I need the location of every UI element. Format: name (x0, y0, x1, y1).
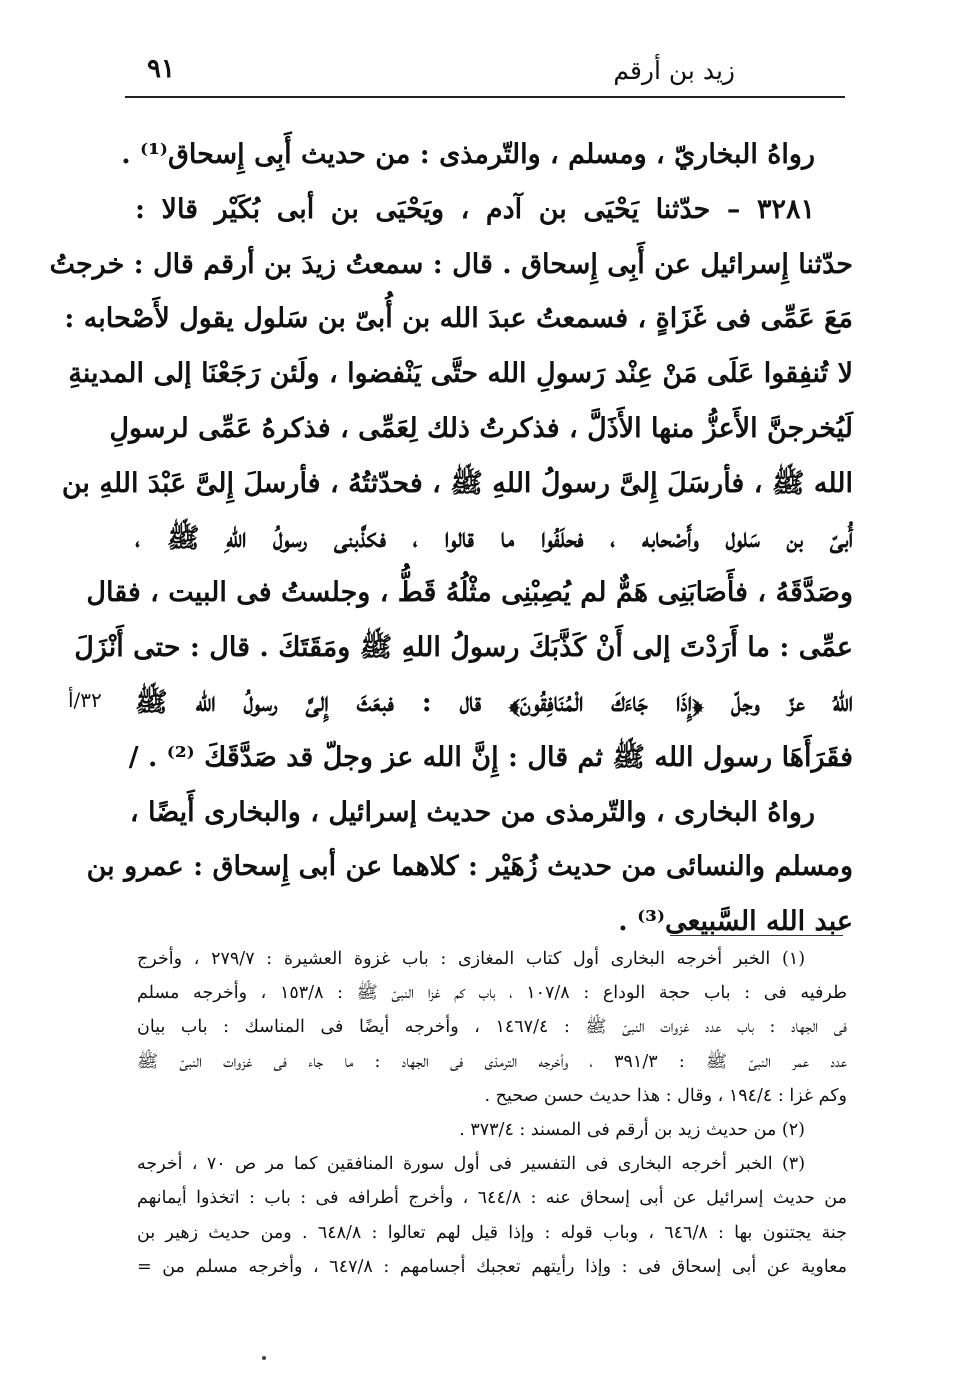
footnote-line: فى الجهاد : باب عدد غزوات النبىّ ﷺ : ١٤٦٧/٤ ، وأخرجه أيضًا فى المناسك : باب بيان (137, 1017, 848, 1038)
footnote-line: طرفيه فى : باب حجة الوداع : ١٠٧/٨ ، باب كم غزا النبىّ ﷺ : ١٥٣/٨ ، وأخرجه مسلم (137, 983, 847, 1004)
main-line: وصَدَّقَهُ ، فأَصَابَنِى هَمٌّ لم يُصِبْنِى مثْلُهُ قَطُّ ، وجلستُ فى البيت ، فقال (86, 577, 853, 609)
footnote-rule (670, 935, 843, 936)
header-rule (125, 96, 845, 98)
folio-margin-note: ٣٢/أ (68, 688, 102, 712)
main-line: مَعَ عَمِّى فى غَزَاةٍ ، فسمعتُ عبدَ الله بن أُبىّ بن سَلول يقول لأَصْحابه : (64, 303, 853, 335)
footnote-line: عدد عمر النبىّ ﷺ : ٣٩١/٣ ، وأخرجه الترمذى فى الجهاد : ما جاء فى غزوات النبىّ ﷺ (137, 1051, 847, 1072)
footnote-line: من حديث إسرائيل عن أبى إسحاق عنه : ٦٤٤/٨ ، وأخرج أطرافه فى : باب : اتخذوا أيمانهم (137, 1188, 847, 1209)
scan-speck (262, 1356, 266, 1360)
footnotes (137, 942, 847, 1284)
footnote-line: وكم غزا : ١٩٤/٤ ، وقال : هذا حديث حسن صحيح . (484, 1085, 847, 1106)
footnote-line: جنة يجتنون بها : ٦٤٦/٨ ، وباب قوله : وإذا قيل لهم تعالوا : ٦٤٨/٨ . ومن حديث زهير بن (137, 1222, 847, 1243)
footnote-line: معاوية عن أبى إسحاق فى : وإذا رأيتهم تعجبك أجسامهم : ٦٤٧/٨ ، وأخرجه مسلم من = (137, 1256, 847, 1277)
main-line: رواهُ البخارى ، والتّرمذى من حديث إسرائيل ، والبخارى أَيضًا ، (129, 796, 815, 828)
running-header (125, 52, 845, 96)
main-line: اللهُ عزّ وجلّ ﴿إِذَا جَاءَكَ الْمُنَافِقُونَ﴾ قال : فبعَثَ إِلىَّ رسولُ الله ﷺ (135, 686, 853, 718)
main-line: حدّثنا إِسرائيل عن أَبِى إِسحاق . قال : سمعتُ زيدَ بن أرقم قال : خرجتُ (49, 248, 853, 280)
main-line: ومسلم والنسائى من حديث زُهَيْر : كلاهما عن أبى إِسحاق : عمرو بن (86, 851, 853, 883)
footnote-line: (١) الخبر أخرجه البخارى أول كتاب المغازى : باب غزوة العشيرة : ٢٧٩/٧ ، وأخرج (137, 949, 806, 969)
main-line: رواهُ البخاريّ ، ومسلم ، والتّرمذى : من حديث أَبِى إِسحاق⁽¹⁾ . (121, 139, 815, 170)
main-line: أُبىّ بن سَلول وأَصْحابه ، فحلَفُوا ما قالوا ، فكذَّبنى رسولُ اللهِ ﷺ ، (135, 522, 853, 554)
main-line: عبد الله السَّبيعى⁽³⁾ . (618, 906, 853, 938)
main-line: فقَرَأَهَا رسول الله ﷺ ثم قال : إِنَّ الله عز وجلّ قد صَدَّقَكَ ⁽²⁾ . / (128, 741, 853, 773)
main-line: عمِّى : ما أَرَدْتَ إلى أَنْ كَذَّبَكَ رسولُ اللهِ ﷺ ومَقَتَكَ . قال : حتى أَنْزَلَ (74, 632, 853, 664)
main-line: لا تُنفِقوا عَلَى مَنْ عِنْد رَسولِ الله حتَّى يَنْفضوا ، ولَئن رَجَعْنَا إلى المدينةِ (68, 358, 853, 390)
footnote-line: (٣) الخبر أخرجه البخارى فى التفسير فى أول سورة المنافقين كما مر ص ٧٠ ، أخرجه (137, 1154, 806, 1175)
running-title: زيد بن أرقم (613, 56, 735, 85)
footnote-line: (٢) من حديث زيد بن أرقم فى المسند : ٣٧٣/٤ . (459, 1119, 805, 1140)
main-line: ٣٢٨١ – حدّثنا يَحْيَى بن آدم ، ويَحْيَى بن أبى بُكَيْر قالا : (135, 193, 815, 225)
main-line: الله ﷺ ، فأرسَلَ إِلىَّ رسولُ اللهِ ﷺ ، فحدّثتُهُ ، فأرسلَ إِلىَّ عَبْدَ اللهِ بن (61, 467, 853, 499)
main-line: لَيُخرجنَّ الأَعزُّ منها الأَذَلَّ ، فذكرتُ ذلك لِعَمِّى ، فذكرهُ عَمِّى لرسولِ (109, 412, 853, 444)
page-number: ٩١ (147, 54, 175, 84)
